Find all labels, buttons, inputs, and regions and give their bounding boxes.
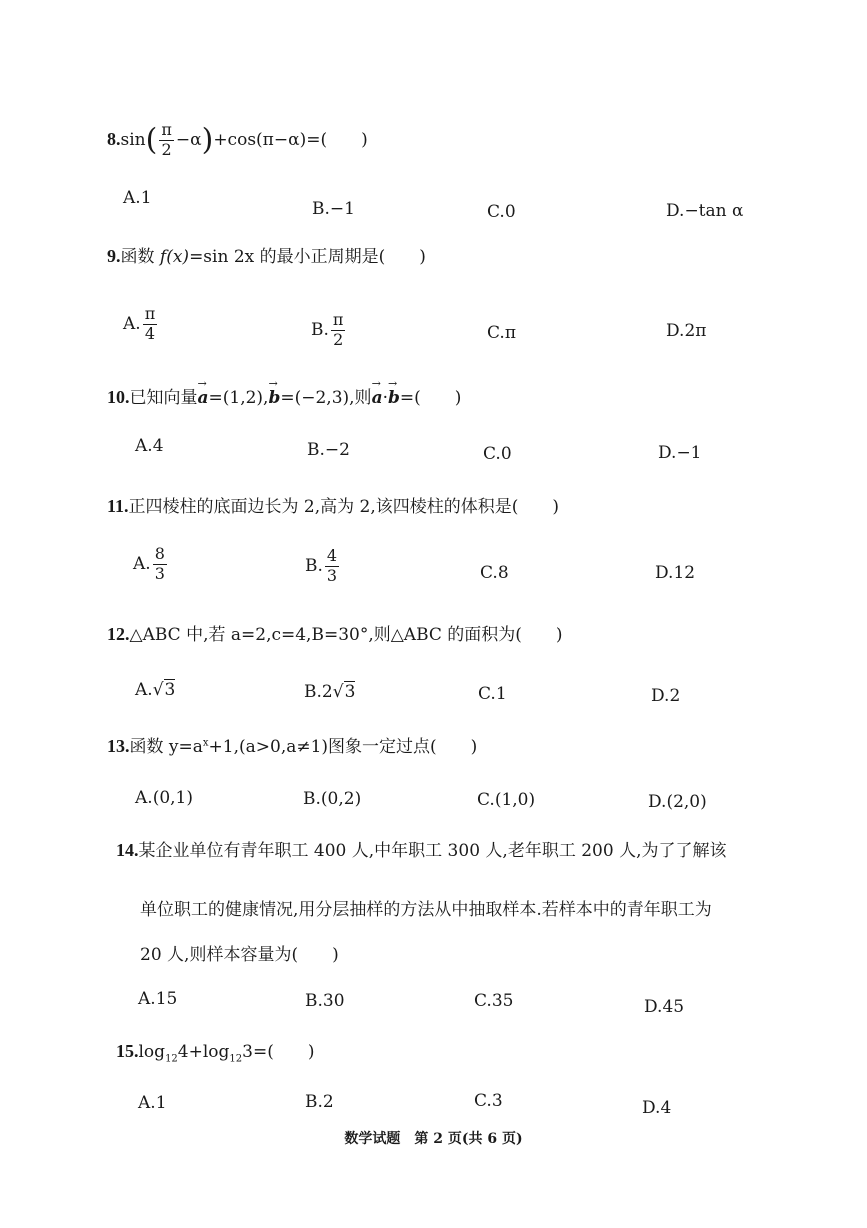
option-d[interactable]: D.45 <box>644 997 685 1017</box>
option-c[interactable]: C.(1,0) <box>477 790 536 810</box>
question-number: 15. <box>116 1041 139 1061</box>
option-d[interactable]: D.−tan α <box>666 201 744 221</box>
option-d[interactable]: D.(2,0) <box>648 792 707 812</box>
vector-b: → b <box>268 390 280 407</box>
option-c[interactable]: C.0 <box>483 444 512 464</box>
option-a[interactable]: A.√3 <box>135 680 176 700</box>
fraction: $\frac{4}{3}$ <box>326 546 338 585</box>
option-a[interactable]: A. $\frac{\pi}{4}$ <box>123 304 156 343</box>
option-b[interactable]: B.−2 <box>307 440 350 460</box>
option-d[interactable]: D.12 <box>655 563 696 583</box>
option-b[interactable]: B.(0,2) <box>303 789 362 809</box>
question-number: 11. <box>107 496 129 516</box>
page-footer: 数学试题 第 2 页(共 6 页) <box>344 1131 523 1147</box>
option-c[interactable]: C.35 <box>474 991 514 1011</box>
option-a[interactable]: A.15 <box>138 989 178 1009</box>
question-number: 8. <box>107 128 121 149</box>
question-text-line: 20 人,则样本容量为( ) <box>140 945 339 965</box>
question-text: △ABC 中,若 a=2,c=4,B=30°,则△ABC 的面积为( ) <box>129 625 563 645</box>
option-d[interactable]: D.4 <box>642 1098 672 1118</box>
option-b[interactable]: B.−1 <box>312 199 355 219</box>
question-11 <box>107 497 559 516</box>
question-text: +cos(π−α)=( ) <box>213 129 368 150</box>
question-number: 14. <box>116 840 139 860</box>
fraction: $\frac{\pi}{4}$ <box>144 304 156 343</box>
option-a[interactable]: A.1 <box>123 188 152 208</box>
question-number: 10. <box>107 387 130 407</box>
option-c[interactable]: C.π <box>487 323 516 343</box>
fraction: $\frac{8}{3}$ <box>154 544 165 583</box>
option-a[interactable]: A.4 <box>135 436 164 456</box>
question-12 <box>107 625 563 644</box>
sqrt: √3 <box>152 680 176 700</box>
option-a[interactable]: A.1 <box>138 1093 167 1113</box>
vector-b: → b <box>388 390 400 407</box>
option-c[interactable]: C.8 <box>480 563 509 583</box>
option-c[interactable]: C.0 <box>487 202 516 222</box>
option-b[interactable]: B. $\frac{\pi}{2}$ <box>311 310 344 349</box>
vector-a: → a <box>372 390 383 407</box>
question-text-line: 单位职工的健康情况,用分层抽样的方法从中抽取样本.若样本中的青年职工为 <box>140 900 712 920</box>
sin-text: sin <box>120 129 146 150</box>
option-a[interactable]: A. $\frac{8}{3}$ <box>133 544 165 583</box>
vector-a: → a <box>198 390 209 407</box>
question-14 <box>116 841 726 860</box>
question-number: 12. <box>107 624 130 644</box>
option-c[interactable]: C.3 <box>474 1091 503 1111</box>
option-a[interactable]: A.(0,1) <box>135 788 193 808</box>
question-15: $15.\log_{12}4+\log_{12}3=$( ) <box>116 1041 315 1065</box>
option-c[interactable]: C.1 <box>478 684 507 704</box>
option-d[interactable]: D.−1 <box>658 443 702 463</box>
option-b[interactable]: B. $\frac{4}{3}$ <box>305 546 338 585</box>
option-b[interactable]: B.30 <box>305 991 345 1011</box>
sqrt: √3 <box>332 682 356 702</box>
question-number: 9. <box>107 246 121 266</box>
option-b[interactable]: B.2 <box>305 1092 334 1112</box>
question-10: 10.已知向量→ a=(1,2),→ b=(−2,3),则→ a·→ b=( ) <box>107 388 461 407</box>
question-text: 正四棱柱的底面边长为 2,高为 2,该四棱柱的体积是( ) <box>128 497 560 517</box>
question-8: 8.sin( $\frac{\pi}{2}$ −α)+cos(π−α)=( ) <box>107 120 368 159</box>
question-number: 13. <box>107 736 130 756</box>
option-d[interactable]: D.2 <box>651 686 681 706</box>
question-9: 9.函数 f(x)=sin 2x 的最小正周期是( ) <box>107 246 426 267</box>
fraction: $\frac{\pi}{2}$ <box>161 120 172 159</box>
question-text: 某企业单位有青年职工 400 人,中年职工 300 人,老年职工 200 人,为了了解该 <box>138 841 727 861</box>
option-d[interactable]: D.2π <box>666 321 707 341</box>
question-13: 13.函数 $y=a^x+1,(a>0,a\ne 1)$图象一定过点( ) <box>107 736 478 757</box>
fraction: $\frac{\pi}{2}$ <box>332 310 344 349</box>
option-b[interactable]: B.2√3 <box>304 682 356 702</box>
